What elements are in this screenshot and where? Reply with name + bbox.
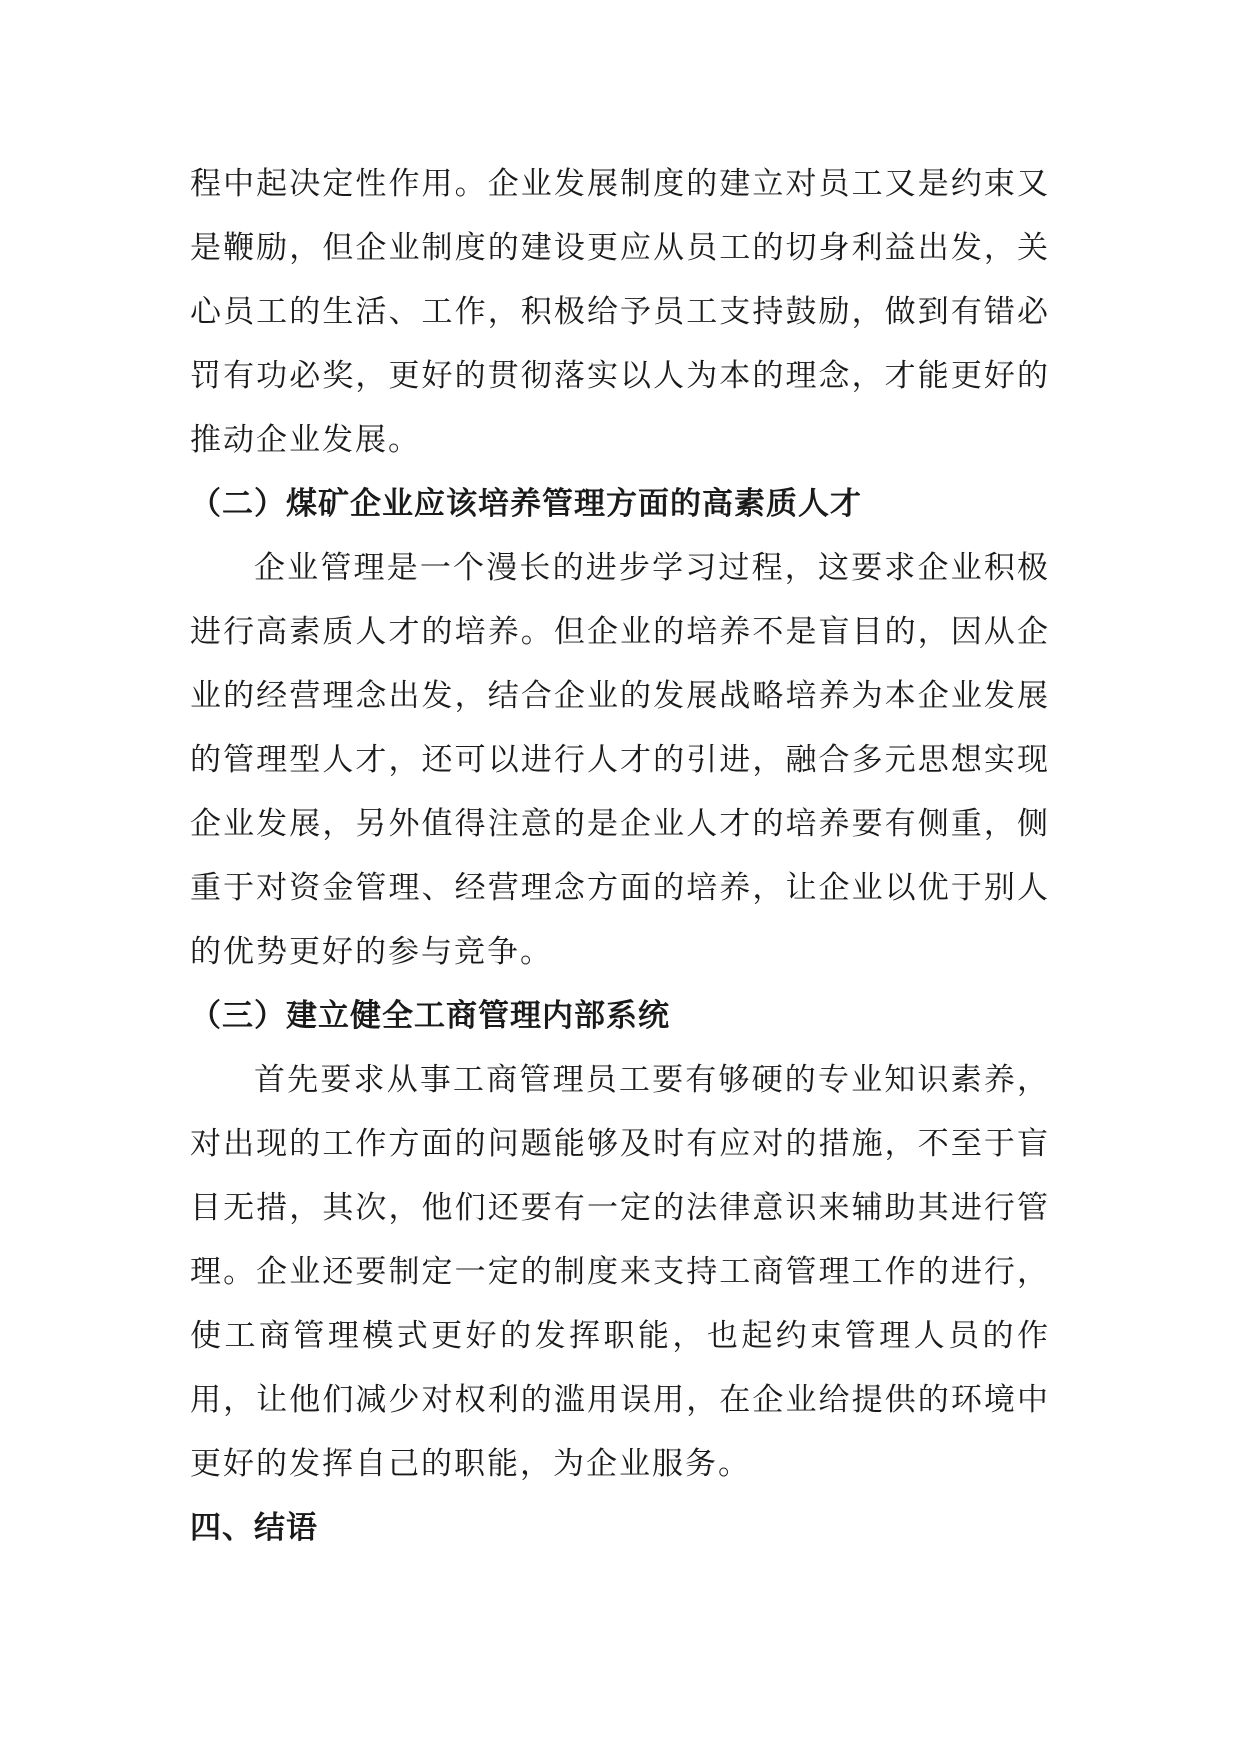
paragraph-continuation: 程中起决定性作用。企业发展制度的建立对员工又是约束又是鞭励，但企业制度的建设更应从员工的切身利益出发，关心员工的生活、工作，积极给予员工支持鼓励，做到有错必罚有功必奖，更好的贯彻落实以人为本的理念，才能更好的推动企业发展。 [190, 166, 1050, 458]
paragraph-system: 首先要求从事工商管理员工要有够硬的专业知识素养，对出现的工作方面的问题能够及时有应对的措施，不至于盲目无措，其次，他们还要有一定的法律意识来辅助其进行管理。企业还要制定一定的制度来支持工商管理工作的进行，使工商管理模式更好的发挥职能，也起约束管理人员的作用，让他们减少对权利的滥用误用，在企业给提供的环境中更好的发挥自己的职能，为企业服务。 [190, 1062, 1050, 1482]
document-page [190, 152, 1050, 1560]
section-heading-2: （二）煤矿企业应该培养管理方面的高素质人才 [190, 486, 862, 522]
paragraph-talent: 企业管理是一个漫长的进步学习过程，这要求企业积极进行高素质人才的培养。但企业的培养不是盲目的，因从企业的经营理念出发，结合企业的发展战略培养为本企业发展的管理型人才，还可以进行人才的引进，融合多元思想实现企业发展，另外值得注意的是企业人才的培养要有侧重，侧重于对资金管理、经营理念方面的培养，让企业以优于别人的优势更好的参与竞争。 [190, 550, 1050, 970]
section-heading-3: （三）建立健全工商管理内部系统 [190, 998, 670, 1034]
section-heading-conclusion: 四、结语 [190, 1510, 318, 1546]
